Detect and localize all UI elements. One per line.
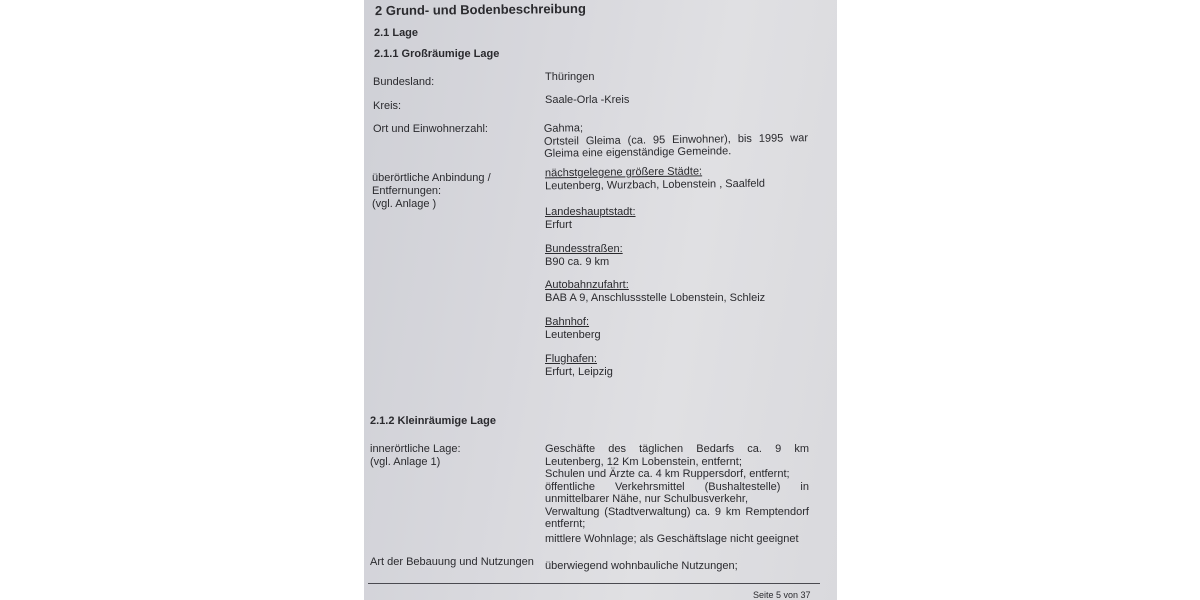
group-landeshauptstadt	[545, 206, 636, 231]
group-flughafen	[545, 353, 613, 378]
innerortlich-line: unmittelbarer Nähe, nur Schulbusverkehr,	[545, 493, 748, 505]
subsection-heading-kleinraeumig: 2.1.2 Kleinräumige Lage	[370, 415, 496, 427]
label-line: Entfernungen:	[372, 185, 442, 197]
value-kreis: Saale-Orla -Kreis	[545, 94, 630, 106]
value-ort-einwohnerzahl	[544, 119, 808, 160]
innerortlich-line: Geschäfte des täglichen Bedarfs ca. 9 km	[545, 443, 809, 455]
group-title: Bundesstraßen:	[545, 243, 623, 255]
label-line: innerörtliche Lage:	[370, 443, 461, 455]
group-value: BAB A 9, Anschlussstelle Lobenstein, Schleiz	[545, 291, 766, 304]
label-anbindung	[372, 172, 491, 211]
innerortlich-line: Schulen und Ärzte ca. 4 km Ruppersdorf, entfernt;	[545, 468, 790, 480]
value-bebauung: überwiegend wohnbauliche Nutzungen;	[545, 560, 738, 572]
innerortlich-line: Verwaltung (Stadtverwaltung) ca. 9 km Remptendorf	[545, 505, 809, 518]
value-innerortlich	[545, 443, 809, 545]
label-innerortlich	[370, 443, 461, 469]
subsection-heading-lage: 2.1 Lage	[374, 27, 419, 39]
group-value: Leutenberg	[545, 328, 601, 341]
group-bahnhof	[545, 316, 601, 341]
innerortlich-line: entfernt;	[545, 518, 586, 530]
group-title: Flughafen:	[545, 353, 597, 365]
document-page	[364, 0, 837, 600]
group-bundesstrassen	[545, 243, 623, 268]
label-kreis: Kreis:	[373, 100, 402, 112]
group-value: Erfurt, Leipzig	[545, 365, 613, 378]
label-ort-einwohnerzahl: Ort und Einwohnerzahl:	[373, 123, 488, 135]
label-bundesland: Bundesland:	[373, 76, 435, 88]
label-line: überörtliche Anbindung /	[372, 172, 491, 184]
ort-line: Gleima eine eigenständige Gemeinde.	[544, 145, 732, 160]
innerortlich-line: mittlere Wohnlage; als Geschäftslage nicht geeignet	[545, 532, 799, 545]
label-line: (vgl. Anlage 1)	[370, 456, 441, 468]
ort-line: Ortsteil Gleima (ca. 95 Einwohner), bis 1995 war	[543, 131, 809, 148]
group-naechste-staedte	[545, 165, 765, 193]
section-heading: 2 Grund- und Bodenbeschreibung	[374, 0, 586, 19]
label-bebauung: Art der Bebauung und Nutzungen	[370, 556, 534, 568]
group-autobahnzufahrt	[545, 279, 765, 304]
group-value: Leutenberg, Wurzbach, Lobenstein , Saalfeld	[545, 177, 766, 192]
group-title: nächstgelegene größere Städte:	[544, 165, 703, 180]
page-number: Seite 5 von 37	[753, 590, 811, 600]
group-title: Bahnhof:	[545, 316, 590, 328]
innerortlich-line: öffentliche Verkehrsmittel (Bushaltestelle) in	[545, 480, 809, 493]
ort-line: Gahma;	[543, 122, 584, 135]
innerortlich-line: Leutenberg, 12 Km Lobenstein, entfernt;	[545, 455, 742, 468]
footer-rule	[368, 583, 820, 584]
group-title: Landeshauptstadt:	[545, 206, 636, 218]
value-bundesland: Thüringen	[545, 71, 595, 83]
group-value: B90 ca. 9 km	[545, 255, 610, 268]
label-line: (vgl. Anlage )	[372, 198, 437, 210]
group-title: Autobahnzufahrt:	[545, 279, 629, 291]
group-value: Erfurt	[545, 218, 572, 231]
subsection-heading-grossraeumig: 2.1.1 Großräumige Lage	[374, 48, 500, 60]
